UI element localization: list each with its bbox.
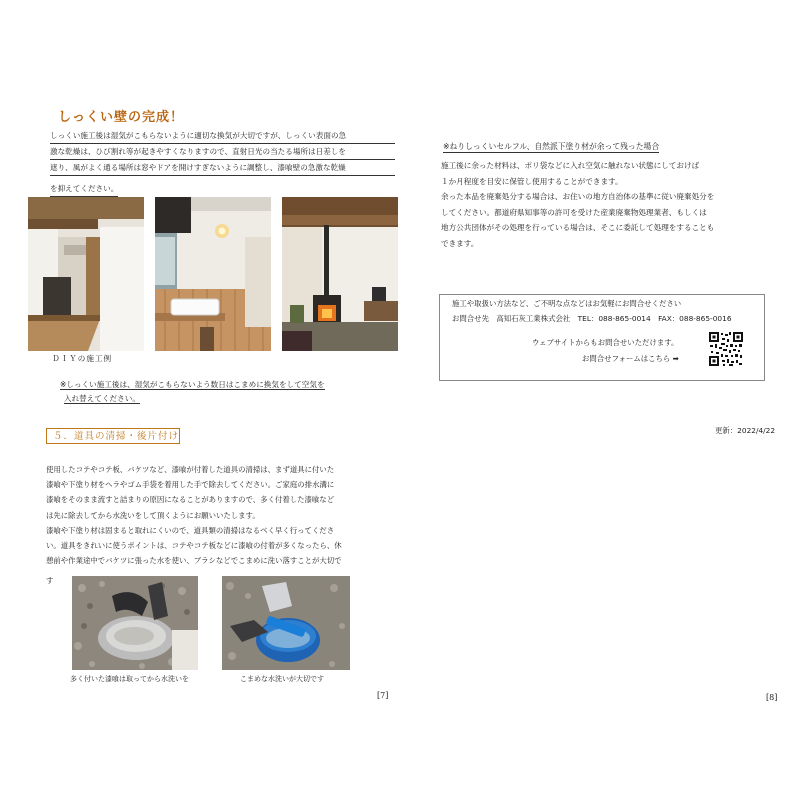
intro-line: 遮り、風がよく通る場所は窓やドアを開けすぎないように調整し、漆喰壁の急激な乾燥 xyxy=(50,160,395,176)
photo-blue-bucket xyxy=(222,576,350,670)
body-line: １か月程度を目安に保管し使用することができます。 xyxy=(441,176,623,186)
photo-washbasin xyxy=(155,197,271,351)
inquiry-form-link[interactable]: お問合せフォームはこちら ➡ xyxy=(582,354,679,363)
ventilation-note xyxy=(60,378,380,406)
cleaning-line: す xyxy=(46,576,54,586)
cleaning-line: 漆喰や下塗り材は固まると取れにくいので、道具類の清掃はなるべく早く行ってくださ xyxy=(46,525,335,535)
cleaning-line: 憩前や作業途中でバケツに張った水を使い、ブラシなどでこまめに洗い落すことが大切で xyxy=(46,556,342,566)
contact-details: お問合せ先 高知石灰工業株式会社 TEL：088-865-0014 FAX：088-865-0016 xyxy=(452,314,732,323)
photo-wood-stove xyxy=(282,197,398,351)
photo-bucket-cleaning xyxy=(72,576,198,670)
page-number-left: [7] xyxy=(377,691,389,700)
updated-date: 更新：2022/4/22 xyxy=(715,426,776,435)
photo-room-interior xyxy=(28,197,144,351)
contact-intro: 施工や取扱い方法など、ご不明な点などはお気軽にお問合せください xyxy=(452,299,682,308)
section-heading: ５．道具の清掃・後片付け xyxy=(46,428,180,444)
note-line: 入れ替えてください。 xyxy=(64,394,140,403)
cleaning-line: は先に除去してから水洗いをして頂くようにお願いいたします。 xyxy=(46,510,260,520)
page-number-right: [8] xyxy=(766,693,778,702)
cleaning-line: い。道具をきれいに使うポイントは、コテやコテ板などに漆喰の付着が多くなったら、休 xyxy=(46,541,342,551)
photo-caption-left: 多く付いた漆喰は取ってから水洗いを xyxy=(70,675,189,683)
qr-code-icon[interactable] xyxy=(708,331,744,367)
contact-box xyxy=(439,294,765,381)
intro-line: 激な乾燥は、ひび割れ等が起きやすくなりますので、直射日光の当たる場所は日差しを xyxy=(50,144,395,160)
body-line: してください。都道府県知事等の許可を受けた産業廃棄物処理業者、もしくは xyxy=(441,207,707,217)
cleaning-paragraph xyxy=(46,462,391,589)
body-line: 施工後に余った材料は、ポリ袋などに入れ空気に触れない状態にしておけば xyxy=(441,161,700,170)
photo-caption-right: こまめな水洗いが大切です xyxy=(240,675,324,683)
photo-caption: ＤＩＹの施工例 xyxy=(52,354,113,363)
cleaning-line: 使用したコテやコテ板、バケツなど、漆喰が付着した道具の清掃は、まず道具に付いた xyxy=(46,465,335,474)
body-line: 地方公共団体がその処理を行っている場合は、そこに委託して処理をすることも xyxy=(441,223,715,232)
cleaning-line: 漆喰や下塗り材をヘラやゴム手袋を着用した手で除去してください。ご家庭の排水溝に xyxy=(46,480,335,490)
note-line: ※しっくい施工後は、湿気がこもらないよう数日はこまめに換気をして空気を xyxy=(60,380,325,389)
cleaning-line: 漆喰をそのまま流すと詰まりの原因になることがありますので、多く付着した漆喰など xyxy=(46,495,335,505)
leftover-materials-body xyxy=(441,158,771,251)
page-title: しっくい壁の完成！ xyxy=(58,110,185,125)
body-line: できます。 xyxy=(441,238,479,248)
website-note: ウェブサイトからもお問合せいただけます。 xyxy=(532,338,679,347)
intro-line: を抑えてください。 xyxy=(50,181,118,197)
body-line: 余った本品を廃棄処分する場合は、お住いの地方自治体の基準に従い廃棄処分を xyxy=(441,192,715,201)
leftover-materials-heading: ※ねりしっくいセルフル、自然派下塗り材が余って残った場合 xyxy=(443,142,660,151)
intro-paragraph xyxy=(50,128,395,197)
intro-line: しっくい施工後は湿気がこもらないように適切な換気が大切ですが、しっくい表面の急 xyxy=(50,128,395,144)
